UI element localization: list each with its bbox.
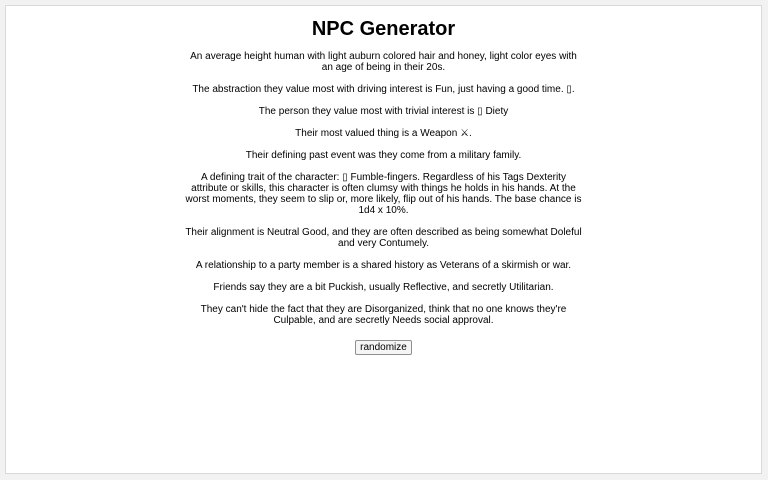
alignment-text: Their alignment is Neutral Good, and they are often described as being somewhat Doleful and very Contumely. bbox=[185, 227, 582, 249]
past-event-text: Their defining past event was they come from a military family. bbox=[245, 150, 522, 161]
trait-text: A defining trait of the character: ▯ Fumble-fingers. Regardless of his Tags Dexterity attribute or skills, this character is often clumsy with things he holds in his hands. At the worst moments, they seem to slip or, more likely, flip out of his hands. The base chance is 1d4 x 10%. bbox=[185, 172, 582, 216]
npc-content bbox=[184, 18, 584, 355]
relationship-text: A relationship to a party member is a shared history as Veterans of a skirmish or war. bbox=[195, 260, 572, 271]
hidden-traits-text: They can't hide the fact that they are Disorganized, think that no one knows they're Culpable, and are secretly Needs social approval. bbox=[200, 304, 567, 326]
page-frame bbox=[5, 5, 762, 474]
randomize-button[interactable]: randomize bbox=[355, 340, 412, 355]
page-title: NPC Generator bbox=[311, 18, 456, 40]
appearance-text: An average height human with light auburn colored hair and honey, light color eyes with an age of being in their 20s. bbox=[190, 51, 577, 73]
abstraction-text: The abstraction they value most with driving interest is Fun, just having a good time. ▯. bbox=[192, 84, 575, 95]
valued-thing-text: Their most valued thing is a Weapon ⚔. bbox=[295, 128, 472, 139]
valued-person-text: The person they value most with trivial interest is ▯ Diety bbox=[258, 106, 509, 117]
friends-text: Friends say they are a bit Puckish, usually Reflective, and secretly Utilitarian. bbox=[213, 282, 554, 293]
